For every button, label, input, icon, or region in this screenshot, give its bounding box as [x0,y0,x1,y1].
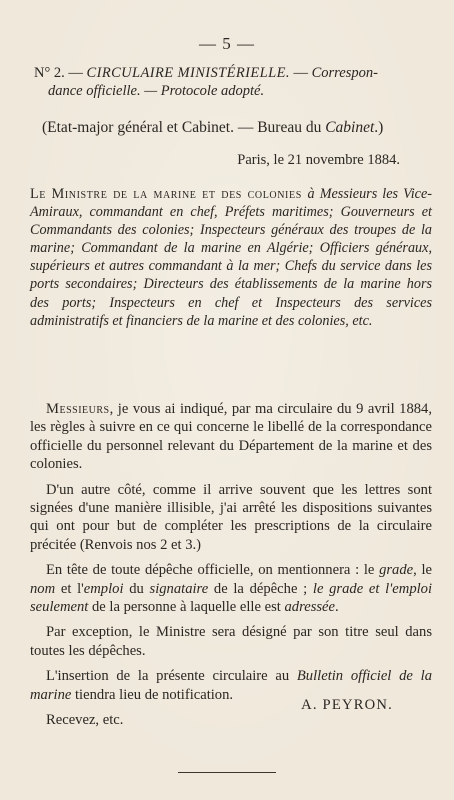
divider-rule [178,772,276,773]
circular-subject: Correspon- [311,65,378,81]
circular-title: CIRCULAIRE MINISTÉRIELLE. [86,65,290,81]
text-run: de la personne à laquelle elle est [88,599,285,616]
text-run-italic: signataire [149,580,209,597]
text-run: du [123,580,150,597]
office-text: (Etat-major général et Cabinet. — Bureau du [42,119,326,136]
heading-dash: — [289,65,312,81]
text-run: de la dépêche ; [208,580,313,597]
issuing-office [42,118,422,138]
heading-dash: — [64,65,87,81]
paragraph-text: , je vous ai indiqué, par ma circulaire du 9 avril 1884, les règles à suivre en ce qui concerne le libellé de la correspondance officielle du personnel relevant du Département de la marine et des colonies. [30,401,432,473]
text-run-italic: nom [30,580,56,597]
page-number: — 5 — [199,34,255,53]
closing: Recevez, etc. [46,712,124,729]
text-run-italic: adressée [284,599,336,616]
text-run: , le [413,562,432,579]
office-bureau: Cabinet [325,119,375,136]
text-run-italic: emploi [83,580,124,597]
text-run: En tête de toute dépêche officielle, on mentionnera : le [46,562,380,579]
circular-number: N° 2. [34,65,65,81]
text-run: L'insertion de la présente circulaire au [46,668,297,685]
paragraph: D'un autre côté, comme il arrive souvent que les lettres sont signées d'une manière illisible, j'ai arrêté les dispositions suivantes qui ont pour but de compléter les prescriptions de la circulaire précitée (Renvois nos 2 et 3.) [30,481,432,553]
sender-first-word: Le [30,186,46,202]
addressee-block [30,185,432,330]
paragraph [30,561,432,616]
bulletin-title: Bulletin officiel de la marine [30,668,432,703]
text-run-italic: le grade et l'emploi seulement [30,580,433,616]
paragraph: Par exception, le Ministre sera désigné par son titre seul dans toutes les dépêches. [30,624,432,659]
letter-body [30,400,432,737]
sender: Ministre de la marine et des colonies [45,186,308,202]
heading-line-2: dance officielle. — Protocole adopté. [48,83,265,99]
circular-heading [34,64,428,100]
office-close: .) [374,119,384,136]
salutation: Messieurs [46,401,110,417]
place-and-date: Paris, le 21 novembre 1884. [237,152,400,168]
signature: A. PEYRON. [301,697,393,713]
heading-line-1 [34,64,428,82]
text-run: . [335,599,339,616]
text-run: tiendra lieu de notification. [71,686,234,703]
text-run-italic: grade [379,562,414,579]
text-run: et l' [55,580,84,597]
paragraph [30,400,432,474]
recipients: à Messieurs les Vice-Amiraux, commandant en chef, Préfets maritimes; Gouverneurs et Commandants des colonies; Inspecteurs généraux des troupes de la marine; Commandant de la marine en Algérie; Officiers généraux, supérieurs et autres commandant à la mer; Chefs du service dans les ports secondaires; Directeurs des établissements de la marine hors des ports; Inspecteurs en chef et Inspecteurs des services administratifs et financiers de la marine et des colonies, etc. [30,186,432,329]
